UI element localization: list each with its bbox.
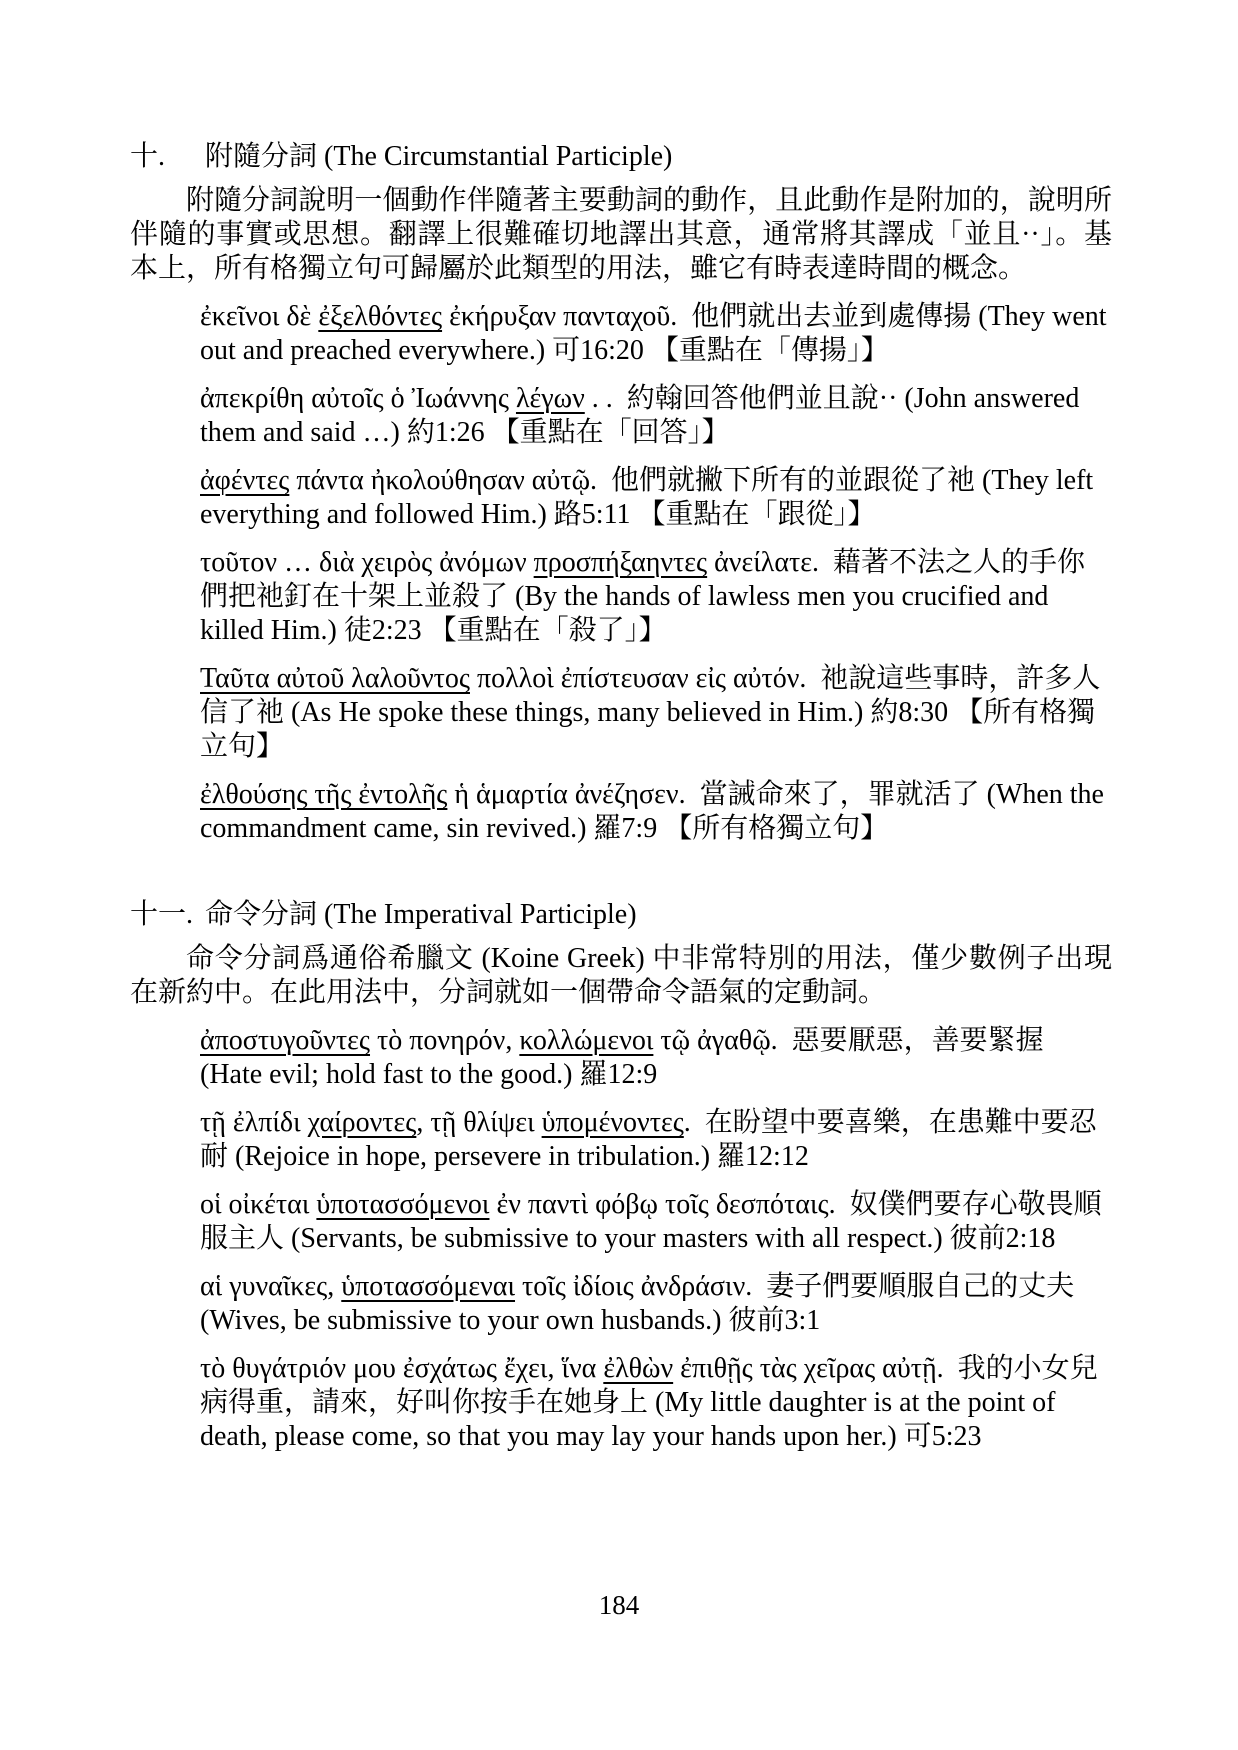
section-number: 十一. <box>130 899 194 930</box>
example-item: ἀποστυγοῦντες τὸ πονηρόν, κολλώμενοι τῷ ἀγαθῷ. 惡要厭惡，善要緊握 (Hate evil; hold fast to the good.) 羅12:9 <box>200 1025 1051 1090</box>
example-item: τῇ ἐλπίδι χαίροντες, τῇ θλίψει ὑπομένοντες. 在盼望中要喜樂，在患難中要忍耐 (Rejoice in hope, persevere in tribulation.) 羅12:12 <box>200 1107 1097 1172</box>
example-list <box>130 300 1112 846</box>
example-item: ἀπεκρίθη αὐτοῖς ὁ Ἰωάννης λέγων . . 約翰回答他們並且說·· (John answered them and said …) 約1:26 【重點在「回答」】 <box>200 383 1087 448</box>
example-item: τοῦτον … διὰ χειρὸς ἀνόμων προσπήξαηντες ἀνείλατε. 藉著不法之人的手你們把祂釘在十架上並殺了 (By the hands of lawless men you crucified and killed Him.) 徒2:23 【重點在「殺了」】 <box>200 547 1086 646</box>
section-heading <box>130 140 1112 174</box>
example-item: ἐλθούσης τῆς ἐντολῆς ἡ ἁμαρτία ἀνέζησεν. 當誡命來了，罪就活了 (When the commandment came, sin revived.) 羅7:9 【所有格獨立句】 <box>200 779 1111 844</box>
page-number: 184 <box>598 1590 640 1620</box>
example-list <box>130 1024 1112 1454</box>
example-item: Ταῦτα αὐτοῦ λαλοῦντος πολλοὶ ἐπίστευσαν εἰς αὐτόν. 祂說這些事時，許多人信了祂 (As He spoke these things, many believed in Him.) 約8:30 【所有格獨立句】 <box>200 663 1101 762</box>
example-item: οἱ οἰκέται ὑποτασσόμενοι ἐν παντὶ φόβῳ τοῖς δεσπόταις. 奴僕們要存心敬畏順服主人 (Servants, be submissive to your masters with all respect.) 彼前2:18 <box>200 1189 1102 1254</box>
section-number: 十. <box>130 141 166 172</box>
section-imperatival-participle <box>130 898 1112 1454</box>
example-item: αἱ γυναῖκες, ὑποτασσόμεναι τοῖς ἰδίοις ἀνδράσιν. 妻子們要順服自己的丈夫 (Wives, be submissive to your own husbands.) 彼前3:1 <box>200 1271 1082 1336</box>
section-intro: 附隨分詞說明一個動作伴隨著主要動詞的動作，且此動作是附加的，說明所伴隨的事實或思想。翻譯上很難確切地譯出其意，通常將其譯成「並且··」。基本上，所有格獨立句可歸屬於此類型的用法，雖它有時表達時間的概念。 <box>130 185 1112 284</box>
section-title: 命令分詞 (The Imperatival Participle) <box>205 899 637 930</box>
example-item: ἀφέντες πάντα ἠκολούθησαν αὐτῷ. 他們就撇下所有的並跟從了祂 (They left everything and followed Him.) 路5:11 【重點在「跟從」】 <box>200 465 1101 530</box>
section-heading <box>130 898 1112 932</box>
section-title: 附隨分詞 (The Circumstantial Participle) <box>205 141 673 172</box>
section-circumstantial-participle <box>130 140 1112 846</box>
example-item: τὸ θυγάτριόν μου ἐσχάτως ἔχει, ἵνα ἐλθὼν ἐπιθῇς τὰς χεῖρας αὐτῇ. 我的小女兒病得重，請來，好叫你按手在她身上 (My little daughter is at the point of death, please come, so that you may lay your hands upon her.) 可5:23 <box>200 1353 1098 1452</box>
section-intro: 命令分詞爲通俗希臘文 (Koine Greek) 中非常特別的用法，僅少數例子出現在新約中。在此用法中，分詞就如一個帶命令語氣的定動詞。 <box>130 943 1112 1008</box>
example-item: ἐκεῖνοι δὲ ἐξελθόντες ἐκήρυξαν πανταχοῦ. 他們就出去並到處傳揚 (They went out and preached everywhere.) 可16:20 【重點在「傳揚」】 <box>200 301 1114 366</box>
